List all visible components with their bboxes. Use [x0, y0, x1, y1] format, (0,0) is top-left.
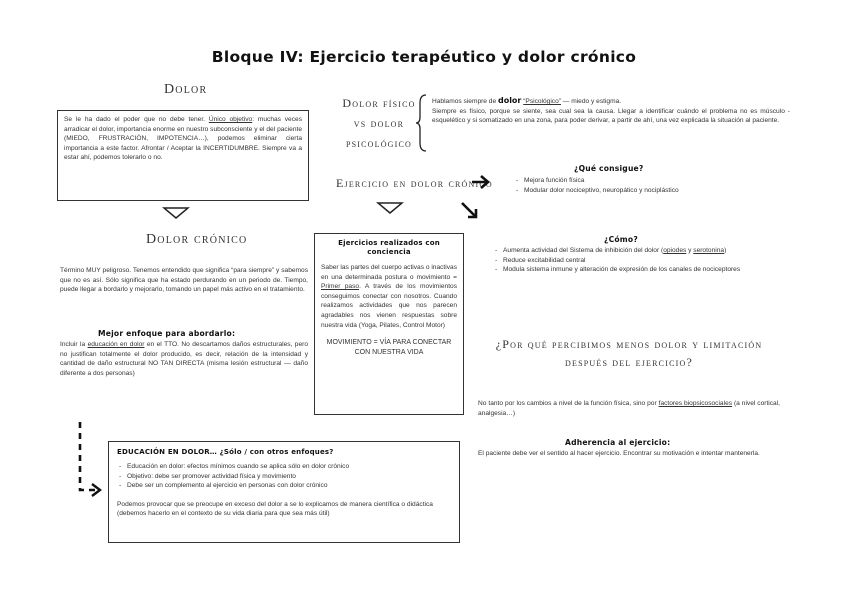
que-consigue-item: - Modular dolor nociceptivo, neuropático y nociplástico: [524, 186, 784, 196]
fisico-psico-line1: Dolor físico: [342, 96, 416, 110]
dolor-heading: Dolor: [164, 82, 208, 97]
adherencia-heading: Adherencia al ejercicio:: [565, 438, 671, 447]
fisico-psico-heading: [334, 93, 424, 153]
pq-underline: factores biopsicosociales: [658, 400, 733, 407]
arrow-right-icon: [470, 173, 492, 191]
fisico-psico-line2: vs dolor: [353, 116, 405, 130]
educacion-heading: EDUCACIÓN EN DOLOR… ¿Sólo / con otros enfoques?: [117, 448, 334, 456]
arrow-diagonal-icon: [459, 200, 481, 222]
dolor-text-pre: Se le ha dado el poder que no debe tener.: [64, 116, 209, 123]
dashed-arrow-icon: [74, 420, 104, 502]
ejercicios-heading: [321, 239, 457, 257]
fisico-psico-text: [432, 96, 790, 126]
ejercicios-heading-line1: Ejercicios realizados con: [338, 239, 440, 247]
fp-bold: dolor: [497, 96, 522, 105]
como-i1-pre: Aumenta actividad del Sistema de inhibición del dolor (: [503, 247, 664, 254]
que-consigue-heading: ¿Qué consigue?: [574, 164, 644, 173]
pq-pre: No tanto por los cambios a nivel de la función física, sino por: [478, 400, 659, 407]
brace-icon: [414, 93, 428, 153]
ejercicios-text: [321, 263, 457, 330]
fp-post: — miedo y estigma.: [560, 98, 622, 105]
como-i1-u2: serotonina: [693, 247, 725, 254]
educacion-item: - Debe ser un complemento al ejercicio en personas con dolor crónico: [127, 481, 451, 491]
como-i1-post: ): [724, 247, 727, 254]
educacion-item: - Educación en dolor: efectos mínimos cuando se aplica sólo en dolor crónico: [127, 462, 451, 472]
como-list: [493, 246, 793, 275]
por-que-text: [478, 399, 780, 418]
educacion-text: Podemos provocar que se preocupe en exceso del dolor a se lo explicamos de manera científica o didáctica (debemos hacerlo en el contexto de su vida diaria para que sea más útil): [117, 500, 433, 518]
enfoque-text-pre: Incluir la: [60, 341, 88, 348]
como-i1-u1: opiodes: [663, 247, 687, 254]
ejercicios-heading-line2: conciencia: [367, 248, 411, 256]
como-item: [503, 246, 793, 256]
como-item: - Reduce excitabilidad central: [503, 256, 793, 266]
enfoque-text-post: en el TTO. No descartamos daños estructurales, pero no justifican totalmente el dolor producido, es decir, relación de la intensidad y cantidad de daño estructural NO TAN DIRECTA (misma lesión estructural — daño diferente a dos personas): [60, 341, 308, 377]
enfoque-heading: Mejor enfoque para abordarlo:: [98, 329, 236, 338]
ej-pre: Saber las partes del cuerpo activas o inactivas en una determinada postura o movimiento =: [321, 264, 457, 281]
ej-post: . A través de los movimientos conseguimos conectar con nosotros. Cuando realizamos actividades que nos parecen agradables nos vienen respuestas sobre nuestra vida (Yoga, Pilates, Control Motor): [321, 283, 458, 329]
dolor-text-underline: Único objetivo: [208, 116, 253, 123]
page-title: Bloque IV: Ejercicio terapéutico y dolor crónico: [211, 48, 637, 66]
educacion-box: [108, 441, 460, 543]
por-que-heading: [478, 335, 780, 371]
educacion-list: [117, 462, 451, 491]
dolor-cronico-text: Término MUY peligroso. Tenemos entendido que significa “para siempre” y sabemos que no es así. Sólo significa que ha estado perdurando en un periodo de. Tiempo, puede llegar a bordarlo y mejorarlo, tomando un papel más activo en el tratamiento.: [60, 267, 308, 294]
fisico-psico-line-a: [432, 96, 790, 107]
ejercicios-box: [314, 233, 464, 415]
adherencia-text: El paciente debe ver el sentido al hacer ejercicio. Encontrar su motivación e intentar mantenerla.: [478, 450, 760, 457]
arrow-down-outline-icon: [162, 206, 190, 220]
por-que-line1: ¿Por qué percibimos menos dolor y limitación: [495, 337, 763, 351]
fp-underline: “Psicológico”: [523, 98, 561, 105]
como-i1-mid: y: [686, 247, 694, 254]
pq-post: (a nivel cortical, analgesia…): [478, 400, 781, 417]
como-item: - Modula sistema inmune y alteración de expresión de los canales de nociceptores: [503, 265, 793, 275]
ej-underline: Primer paso: [321, 283, 360, 291]
dolor-text-post: : muchas veces arradicar el dolor, importancia enorme en nuestro subconsciente y el del paciente (MIEDO, FRUSTRACIÓN, IMPOTENCIA…), podemos eliminar cierta importancia a este factor. Afrontar / Aceptar la INCERTIDUMBRE. Siempre va a estar ahí, podemos tolerarlo o no.: [64, 116, 302, 162]
educacion-item: - Objetivo: debe ser promover actividad física y movimiento: [127, 472, 451, 482]
dolor-cronico-heading: Dolor crónico: [146, 232, 248, 247]
enfoque-text-underline: educación en dolor: [87, 341, 145, 348]
por-que-line2: después del ejercicio?: [565, 355, 693, 369]
que-consigue-list: [514, 176, 784, 195]
arrow-down-outline-icon: [376, 201, 404, 215]
como-heading: ¿Cómo?: [604, 235, 638, 244]
enfoque-text: [60, 340, 308, 378]
dolor-box: [57, 110, 309, 201]
que-consigue-item: - Mejora función física: [524, 176, 784, 186]
ejercicios-footer: MOVIMIENTO = VÍA PARA CONECTAR CON NUESTRA VIDA: [326, 339, 452, 356]
fisico-psico-line3: psicológico: [345, 136, 413, 150]
fisico-psico-line-b: Siempre es físico, porque se siente, sea cual sea la causa. Llegar a identificar cuándo el problema no es músculo - esquelético y si somatizado en una zona, para poder derivar, a partir de ahí, una vez explicada la situación al paciente.: [432, 107, 790, 125]
fp-pre: Hablamos siempre de: [432, 98, 498, 105]
ejercicio-cronico-heading: Ejercicio en dolor crónico: [336, 176, 493, 190]
